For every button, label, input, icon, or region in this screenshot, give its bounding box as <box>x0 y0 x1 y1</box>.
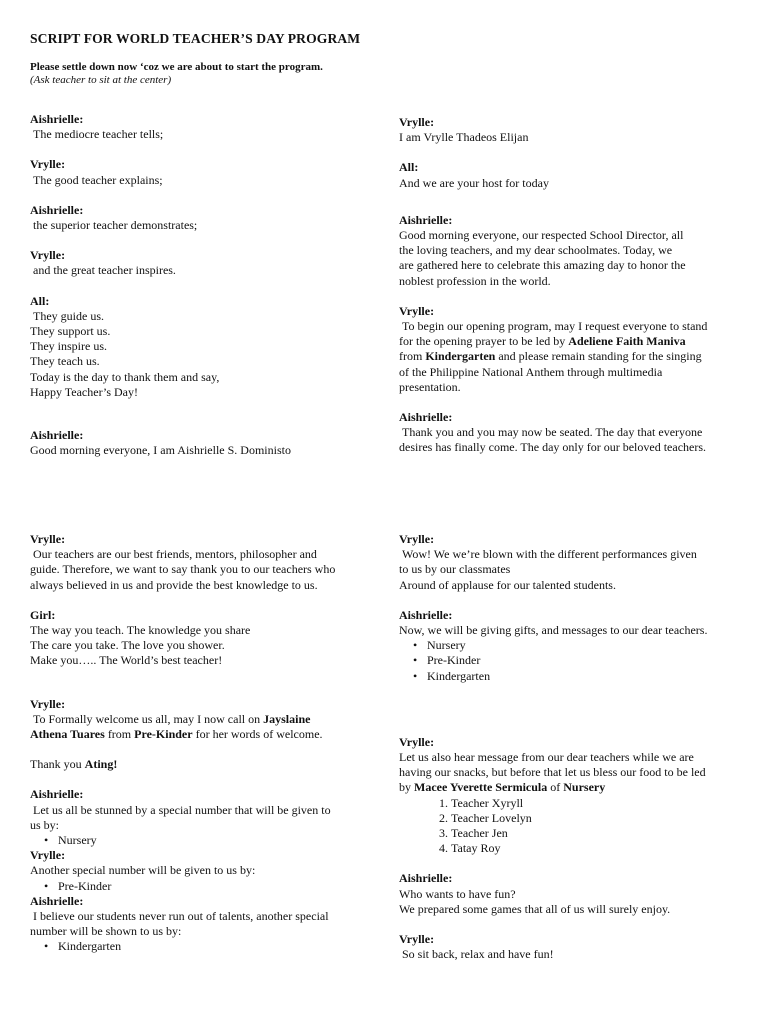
speaker-name: Aishrielle: <box>399 607 453 622</box>
dialogue-line: We prepared some games that all of us will surely enjoy. <box>399 901 671 916</box>
dialogue-line <box>30 727 375 742</box>
dialogue-line: noblest profession in the world. <box>399 273 551 288</box>
speaker-name: All: <box>399 160 419 175</box>
intro-text: Please settle down now ‘coz we are about to start the program. <box>30 61 323 73</box>
list-item: 1. Teacher Xyryll <box>451 796 744 811</box>
right-bottom-column <box>399 532 744 977</box>
dialogue-line: us by: <box>30 817 60 832</box>
speaker-name: Vrylle: <box>30 248 66 263</box>
dialogue-text: and please remain standing for the singing <box>495 349 702 364</box>
dialogue-line: Good morning everyone, I am Aishrielle S. Doministo <box>30 443 291 458</box>
script-block <box>30 112 375 142</box>
dialogue-line: The mediocre teacher tells; <box>30 127 164 142</box>
list-item: • Nursery <box>58 833 375 848</box>
left-bottom-column <box>30 532 375 955</box>
list-item: 2. Teacher Lovelyn <box>451 811 744 826</box>
dialogue-line: Good morning everyone, our respected School Director, all <box>399 228 684 243</box>
speaker-name: Vrylle: <box>30 696 66 711</box>
speaker-name: Vrylle: <box>399 532 435 546</box>
speaker-name: Aishrielle: <box>399 212 453 227</box>
dialogue-line: presentation. <box>399 379 461 394</box>
dialogue-line: To begin our opening program, may I request everyone to stand <box>399 319 708 334</box>
speaker-name: Aishrielle: <box>399 871 453 886</box>
person-name: Jayslaine <box>263 711 311 726</box>
script-block <box>30 697 375 743</box>
dialogue-line: I am Vrylle Thadeos Elijan <box>399 130 529 145</box>
script-block <box>30 428 375 458</box>
dialogue-line: The care you take. The love you shower. <box>30 638 225 653</box>
speaker-name: Aishrielle: <box>30 112 84 126</box>
dialogue-line: Our teachers are our best friends, mentors, philosopher and <box>30 547 317 562</box>
list-item: • Pre-Kinder <box>58 879 375 894</box>
dialogue-line: always believed in us and provide the best knowledge to us. <box>30 577 318 592</box>
script-block <box>30 787 375 848</box>
grade-name: Pre-Kinder <box>134 727 193 742</box>
speaker-name: Vrylle: <box>30 157 66 172</box>
dialogue-line: Let us also hear message from our dear teachers while we are <box>399 750 694 765</box>
list-item: • Kindergarten <box>427 669 744 684</box>
list-item: • Nursery <box>427 638 744 653</box>
dialogue-line: Another special number will be given to us by: <box>30 863 256 878</box>
speaker-name: All: <box>30 293 50 308</box>
dialogue-text: from <box>399 349 426 364</box>
dialogue-line: and the great teacher inspires. <box>30 263 176 278</box>
dialogue-line: Make you….. The World’s best teacher! <box>30 653 223 668</box>
dialogue-text: Thank you <box>30 757 85 772</box>
speaker-name: Aishrielle: <box>30 787 84 802</box>
dialogue-line: are gathered here to celebrate this amazing day to honor the <box>399 258 686 273</box>
dialogue-line: The way you teach. The knowledge you share <box>30 623 251 638</box>
script-block <box>399 871 744 917</box>
dialogue-line: having our snacks, but before that let us bless our food to be led <box>399 765 706 780</box>
dialogue-line: They inspire us. <box>30 339 107 354</box>
dialogue-line: the loving teachers, and my dear schoolmates. Today, we <box>399 243 673 258</box>
grade-name: Nursery <box>563 780 606 795</box>
speaker-name: Aishrielle: <box>30 202 84 217</box>
dialogue-text: from <box>104 727 135 742</box>
script-block <box>399 932 744 962</box>
dialogue-line <box>399 780 744 795</box>
dialogue-text: by <box>399 780 414 795</box>
script-block <box>399 735 744 857</box>
list-item: • Pre-Kinder <box>427 653 744 668</box>
dialogue-line <box>399 349 744 364</box>
script-block <box>30 157 375 187</box>
script-block <box>30 848 375 894</box>
dialogue-line <box>30 712 375 727</box>
script-block <box>30 532 375 593</box>
dialogue-line: I believe our students never run out of talents, another special <box>30 909 329 924</box>
dialogue-line: guide. Therefore, we want to say thank you to our teachers who <box>30 562 336 577</box>
speaker-name: Vrylle: <box>399 932 435 947</box>
person-name: Ating! <box>84 757 118 772</box>
speaker-name: Vrylle: <box>399 734 435 749</box>
dialogue-line <box>30 757 375 772</box>
dialogue-line: Let us all be stunned by a special number that will be given to <box>30 802 331 817</box>
speaker-name: Vrylle: <box>30 532 66 546</box>
dialogue-line: the superior teacher demonstrates; <box>30 218 198 233</box>
dialogue-line: Around of applause for our talented students. <box>399 577 616 592</box>
list-item: 4. Tatay Roy <box>451 841 744 856</box>
dialogue-line: to us by our classmates <box>399 562 511 577</box>
dialogue-line: The good teacher explains; <box>30 172 163 187</box>
right-top-column <box>399 115 744 471</box>
dialogue-line: desires has finally come. The day only for our beloved teachers. <box>399 440 707 455</box>
speaker-name: Aishrielle: <box>30 893 84 908</box>
script-block <box>399 608 744 684</box>
dialogue-text: of <box>547 780 564 795</box>
left-top-column <box>30 112 375 473</box>
script-block <box>399 160 744 190</box>
dialogue-line: Who wants to have fun? <box>399 886 516 901</box>
script-block <box>399 410 744 456</box>
dialogue-line: And we are your host for today <box>399 175 549 190</box>
speaker-name: Girl: <box>30 607 56 622</box>
script-block <box>30 248 375 278</box>
dialogue-line: Today is the day to thank them and say, <box>30 369 220 384</box>
dialogue-line: Happy Teacher’s Day! <box>30 384 139 399</box>
dialogue-text: for her words of welcome. <box>192 727 323 742</box>
document-title: SCRIPT FOR WORLD TEACHER’S DAY PROGRAM <box>30 31 361 46</box>
person-name: Adeliene Faith Maniva <box>568 334 686 349</box>
dialogue-line: Wow! We we’re blown with the different performances given <box>399 547 697 562</box>
dialogue-text: To Formally welcome us all, may I now call on <box>30 711 264 726</box>
script-block <box>30 608 375 669</box>
dialogue-line: number will be shown to us by: <box>30 924 182 939</box>
dialogue-line: They support us. <box>30 324 111 339</box>
script-block <box>30 757 375 772</box>
script-block <box>399 115 744 145</box>
speaker-name: Vrylle: <box>399 303 435 318</box>
dialogue-line <box>399 334 744 349</box>
dialogue-line: They teach us. <box>30 354 100 369</box>
speaker-name: Aishrielle: <box>399 410 453 425</box>
dialogue-line: They guide us. <box>30 308 104 323</box>
dialogue-text: for the opening prayer to be led by <box>399 334 569 349</box>
list-item: 3. Teacher Jen <box>451 826 744 841</box>
grade-name: Kindergarten <box>425 349 496 364</box>
person-name: Macee Yverette Sermicula <box>414 780 548 795</box>
speaker-name: Aishrielle: <box>30 428 84 443</box>
speaker-name: Vrylle: <box>30 848 66 863</box>
person-name: Athena Tuares <box>30 727 105 742</box>
dialogue-line: Thank you and you may now be seated. The day that everyone <box>399 425 703 440</box>
script-block <box>399 532 744 593</box>
script-block <box>399 213 744 289</box>
list-item: • Kindergarten <box>58 939 375 954</box>
dialogue-line: So sit back, relax and have fun! <box>399 947 554 962</box>
script-block <box>30 894 375 955</box>
script-block <box>399 304 744 395</box>
script-block <box>30 294 375 400</box>
script-block <box>30 203 375 233</box>
dialogue-line: of the Philippine National Anthem through multimedia <box>399 364 663 379</box>
speaker-name: Vrylle: <box>399 115 435 129</box>
intro-note: (Ask teacher to sit at the center) <box>30 74 172 86</box>
dialogue-line: Now, we will be giving gifts, and messages to our dear teachers. <box>399 623 708 638</box>
